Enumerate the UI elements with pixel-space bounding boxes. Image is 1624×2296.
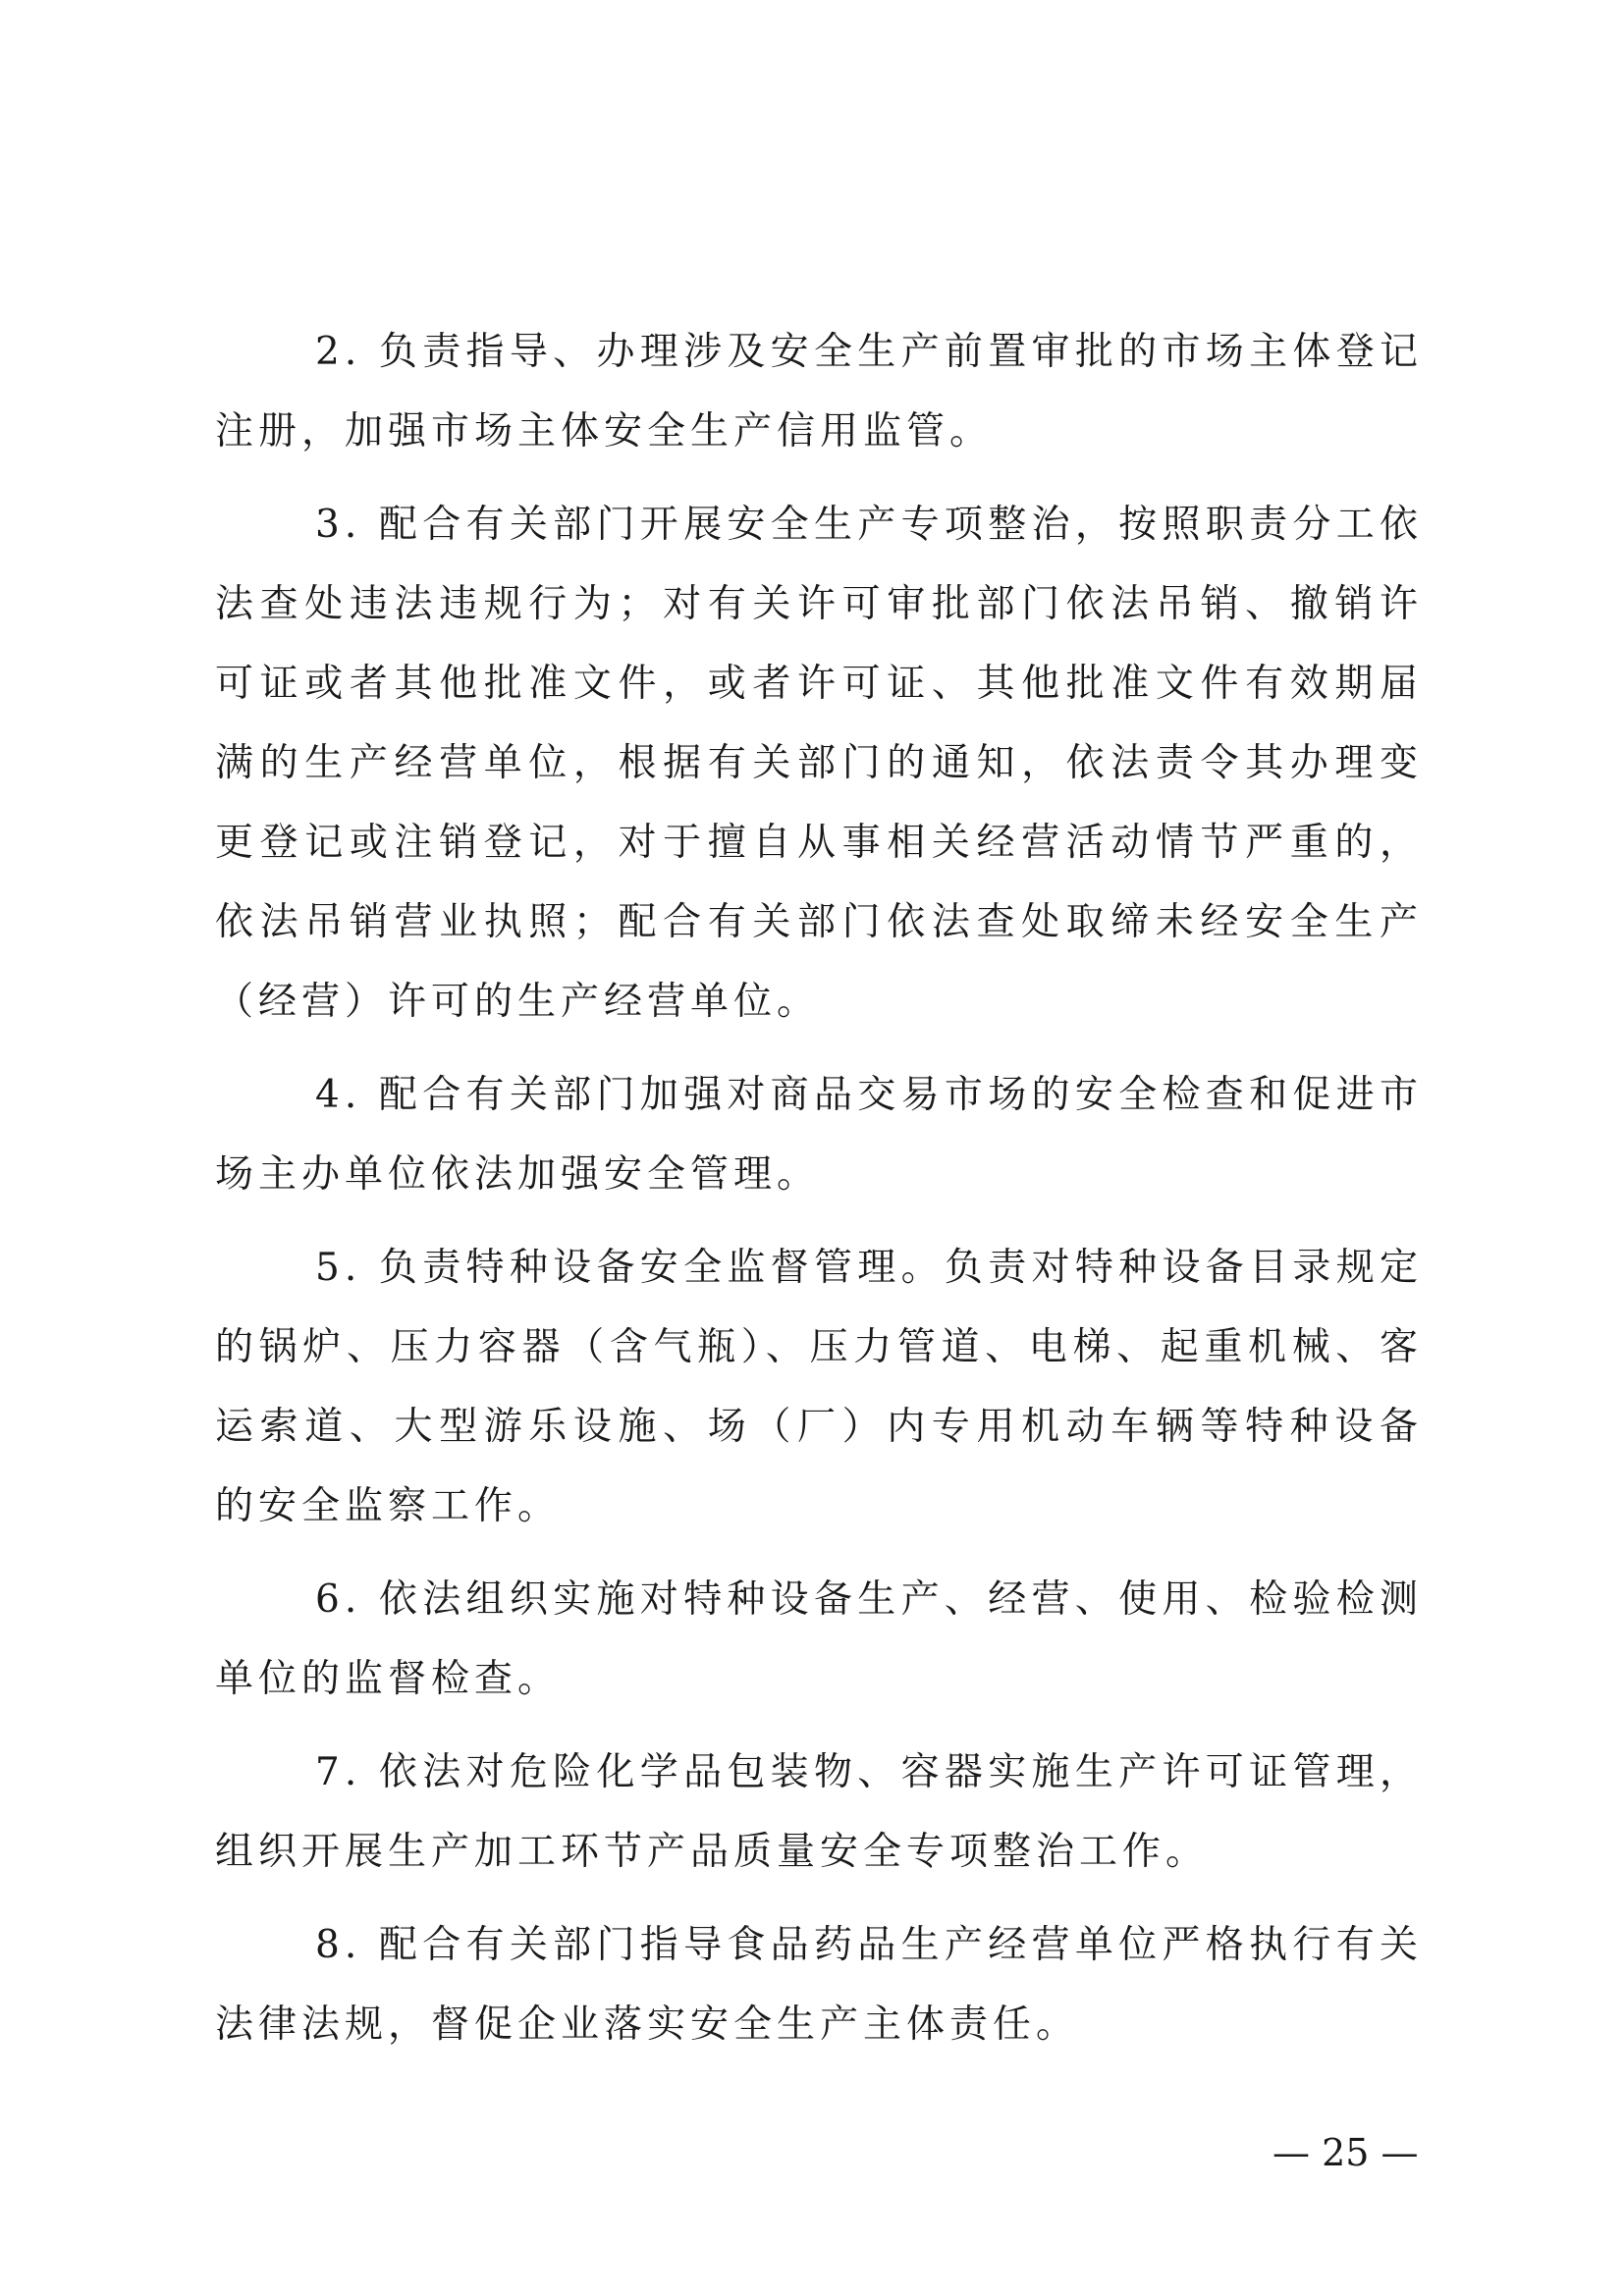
paragraph-item-6: 6. 依法组织实施对特种设备生产、经营、使用、检验检测单位的监督检查。	[215, 1577, 1423, 1701]
paragraph-item-7: 7. 依法对危险化学品包装物、容器实施生产许可证管理，组织开展生产加工环节产品质量安全专项整治工作。	[215, 1750, 1423, 1874]
paragraph-item-4: 4. 配合有关部门加强对商品交易市场的安全检查和促进市场主办单位依法加强安全管理。	[215, 1073, 1423, 1197]
paragraph-item-5: 5. 负责特种设备安全监督管理。负责对特种设备目录规定的锅炉、压力容器（含气瓶）、压力管道、电梯、起重机械、客运索道、大型游乐设施、场（厂）内专用机动车辆等特种设备的安全监察工作。	[215, 1246, 1423, 1528]
page-number: — 25 —	[1272, 2131, 1419, 2174]
paragraph-item-3: 3. 配合有关部门开展安全生产专项整治，按照职责分工依法查处违法违规行为；对有关许可审批部门依法吊销、撤销许可证或者其他批准文件，或者许可证、其他批准文件有效期届满的生产经营单位，根据有关部门的通知，依法责令其办理变更登记或注销登记，对于擅自从事相关经营活动情节严重的，依法吊销营业执照；配合有关部门依法查处取缔未经安全生产（经营）许可的生产经营单位。	[215, 503, 1423, 1024]
document-body	[215, 312, 1423, 2078]
paragraph-item-8: 8. 配合有关部门指导食品药品生产经营单位严格执行有关法律法规，督促企业落实安全生产主体责任。	[215, 1923, 1423, 2047]
paragraph-item-2: 2. 负责指导、办理涉及安全生产前置审批的市场主体登记注册，加强市场主体安全生产信用监管。	[215, 330, 1423, 454]
